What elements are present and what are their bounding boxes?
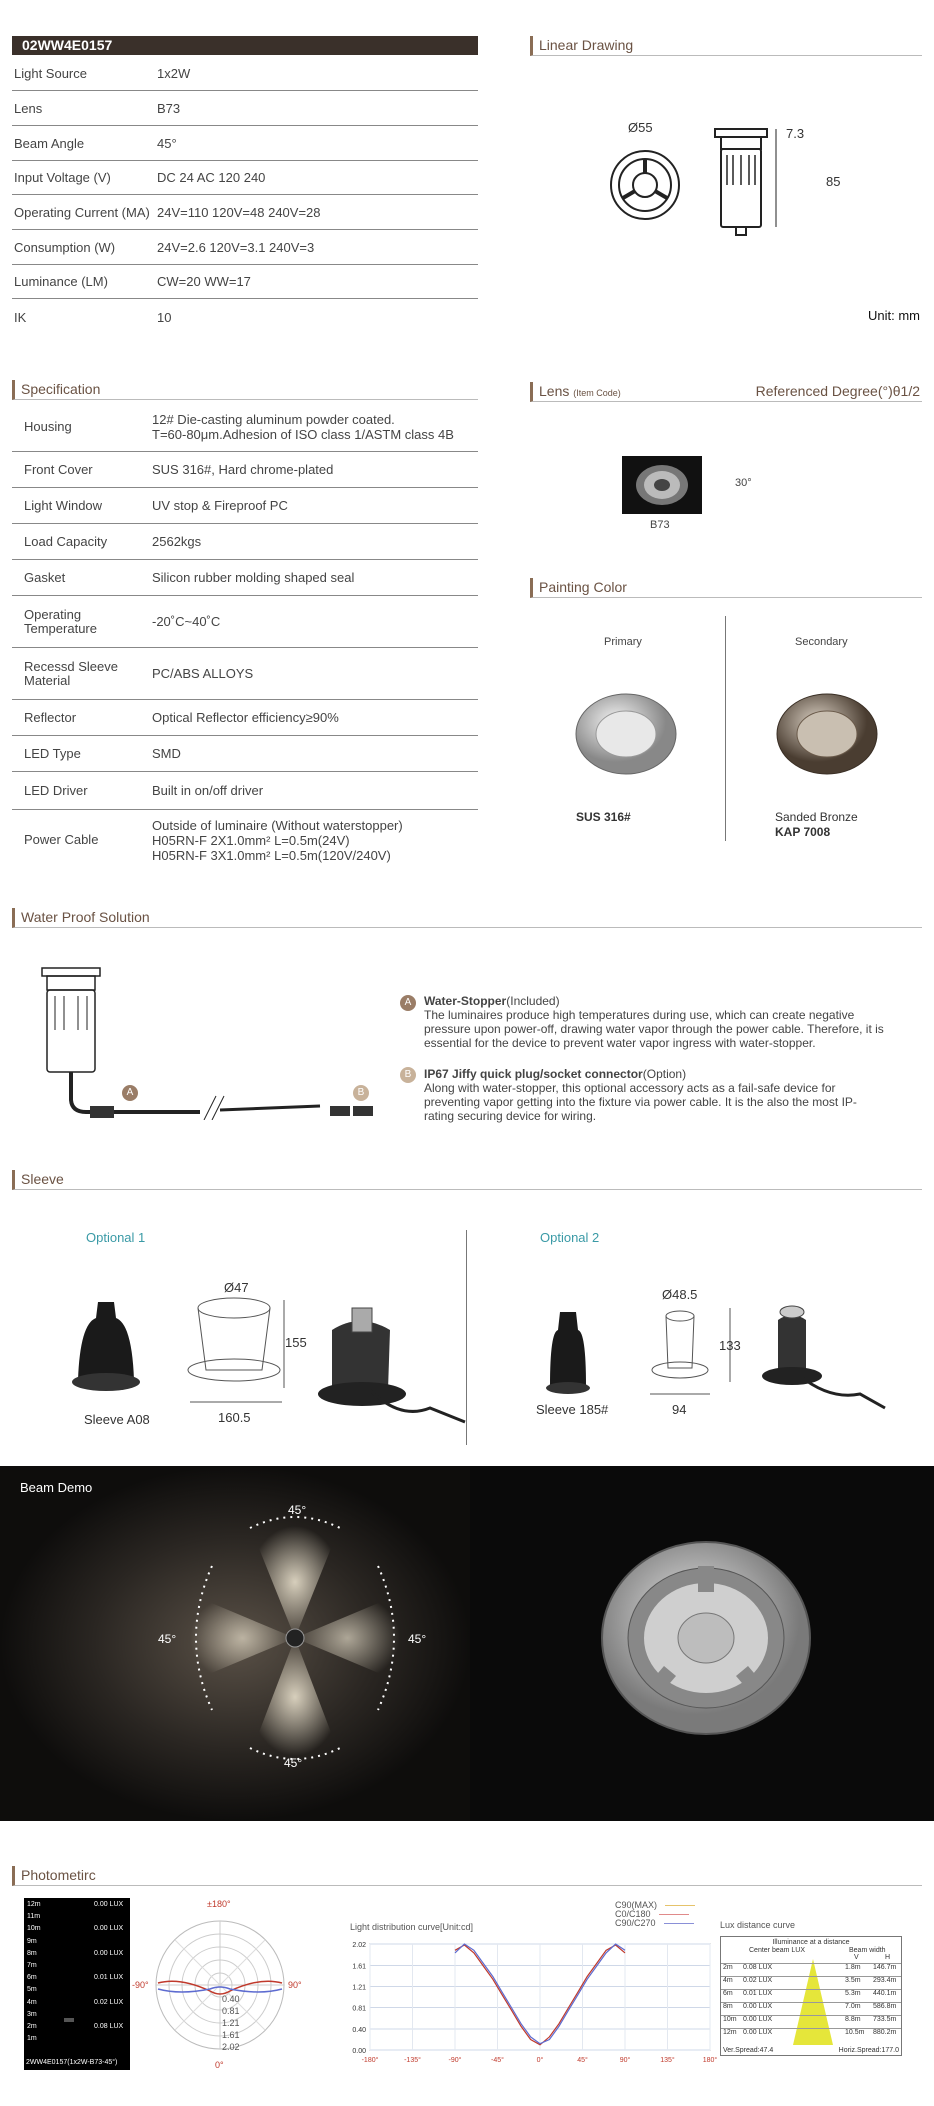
specification-value: PC/ABS ALLOYS (152, 666, 254, 681)
model-title: 02WW4E0157 (12, 36, 478, 55)
distribution-curve-chart (340, 1930, 720, 2070)
lux-distance: 10m (27, 1925, 41, 1933)
spec-value: 1x2W (157, 66, 191, 81)
specification-value: Built in on/off driver (152, 783, 264, 798)
specification-label: Reflector (24, 709, 77, 725)
lux-distance: 8m (27, 1949, 37, 1957)
polar-ring-label: 1.61 (222, 2030, 240, 2040)
specification-value: -20˚C~40˚C (152, 614, 221, 629)
spec-label: Luminance (LM) (14, 274, 108, 289)
specification-value: Outside of luminaire (Without waterstopper) H05RN-F 2X1.0mm² L=0.5m(24V) H05RN-F 3X1.0mm² L=0.5m(120V/240V) (152, 817, 403, 863)
opt2-name: Sleeve 185# (536, 1402, 609, 1417)
secondary-label: Secondary (795, 636, 848, 648)
lux-distance: 11m (27, 1913, 41, 1921)
spec-value: B73 (157, 101, 181, 116)
beam-demo-panel (0, 1466, 934, 1821)
badge-b-legend: B (400, 1067, 416, 1083)
specification-row (12, 648, 478, 700)
spec-row (12, 161, 478, 195)
spec-row (12, 231, 478, 265)
spec-label: Operating Current (MA) (14, 205, 150, 220)
lux-value: 0.00 LUX (94, 1949, 124, 1957)
x-tick-label: -180° (361, 2057, 379, 2064)
polar-left: -90° (132, 1980, 149, 1990)
referenced-degree-label: Referenced Degree(°)θ1/2 (755, 383, 920, 399)
specification-label: Recessd Sleeve Material (24, 658, 118, 688)
spec-value: CW=20 WW=17 (157, 274, 251, 289)
beam-angle-top: 45° (288, 1503, 307, 1517)
spec-value: DC 24 AC 120 240 (157, 170, 266, 185)
height-label: 85 (826, 174, 841, 189)
photometric-heading: Photometirc (12, 1866, 922, 1886)
opt1-width: 160.5 (218, 1410, 251, 1425)
opt2-width: 94 (672, 1402, 687, 1417)
specification-row (12, 524, 478, 560)
polar-chart (140, 1905, 300, 2075)
specification-label: Housing (24, 418, 72, 434)
y-tick-label: 0.00 (352, 2048, 366, 2055)
spec-label: Consumption (W) (14, 240, 116, 255)
lux-value: 0.02 LUX (94, 1998, 124, 2006)
specification-row (12, 596, 478, 648)
specification-label: Load Capacity (24, 533, 108, 549)
spec-label: Beam Angle (14, 136, 85, 151)
top-height-label: 7.3 (786, 126, 805, 141)
lens-heading: Lens (Item Code) Referenced Degree(°)θ1/2 (530, 382, 922, 402)
optional-2-label: Optional 2 (540, 1230, 600, 1245)
specification-heading: Specification (12, 380, 478, 400)
specification-label: LED Driver (24, 782, 88, 798)
lux-distance: 9m (27, 1937, 37, 1945)
specification-row (12, 810, 478, 870)
y-tick-label: 1.21 (352, 1984, 366, 1992)
lux-distance: 7m (27, 1962, 37, 1969)
polar-ring-label: 0.40 (222, 1994, 240, 2004)
y-tick-label: 2.02 (352, 1942, 366, 1949)
x-tick-label: -90° (448, 2057, 462, 2064)
y-tick-label: 1.61 (352, 1963, 366, 1971)
lux-table-row: 4m 0.02 LUX 3.5m 293.4m (721, 1976, 901, 1989)
polar-bottom: 0° (215, 2060, 224, 2070)
water-stopper-text: Water-Stopper(Included) The luminaires produce high temperatures during use, which can create negative pressure upon power-off, drawing water vapor through the power cable. Therefore, it is essential for the device to prevent water vapor ingress with water-stopper. (424, 994, 884, 1050)
spec-label: IK (14, 309, 27, 325)
beam-demo-title: Beam Demo (20, 1480, 93, 1495)
linear-drawing (600, 115, 850, 250)
beam-demo-graphic (0, 1466, 934, 1821)
jiffy-connector-text: IP67 Jiffy quick plug/socket connector(Option) Along with water-stopper, this optional accessory acts as a fail-safe device for preventing vapor getting into the fixture via power cable. It is the also the most IP-rating securing device for wiring. (424, 1067, 857, 1123)
lux-distance: 6m (27, 1974, 37, 1982)
lux-distance: 4m (27, 1998, 37, 2006)
lux-table-row: 2m 0.08 LUX 1.8m 146.7m (721, 1963, 901, 1976)
lux-distance: 1m (27, 2035, 37, 2043)
beam-angle-right: 45° (408, 1632, 427, 1646)
spec-value: 10 (157, 309, 172, 325)
legend-entry: C90/C270 (615, 1918, 694, 1928)
spec-value: 24V=110 120V=48 240V=28 (157, 205, 321, 220)
lux-value: 0.01 LUX (94, 1974, 124, 1982)
specification-value: SMD (152, 746, 181, 761)
opt1-diameter: Ø47 (224, 1280, 249, 1295)
specification-row (12, 736, 478, 772)
legend-entry: C0/C180 (615, 1909, 689, 1919)
spec-value: 45° (157, 136, 177, 151)
lux-caption: 2WW4E0157(1x2W-B73-45°) (26, 2059, 118, 2066)
specification-value: Silicon rubber molding shaped seal (152, 570, 355, 585)
spec-label: Light Source (14, 66, 87, 81)
lux-distance: 5m (27, 1986, 37, 1994)
sleeve-heading: Sleeve (12, 1170, 922, 1190)
lux-panel (24, 1898, 130, 2070)
lux-distance: 2m (27, 2023, 37, 2030)
specification-row (12, 452, 478, 488)
lux-spot (64, 2018, 74, 2022)
waterproof-drawing (20, 960, 380, 1120)
lux-table-row: 12m 0.00 LUX 10.5m 880.2m (721, 2028, 901, 2041)
x-tick-label: -45° (491, 2057, 504, 2064)
specification-value: SUS 316#, Hard chrome-plated (152, 462, 334, 477)
x-tick-label: 90° (619, 2057, 631, 2064)
secondary-code: KAP 7008 (775, 825, 831, 839)
specification-row (12, 772, 478, 810)
specification-label: Front Cover (24, 461, 93, 477)
badge-a-legend: A (400, 995, 416, 1011)
optional-1-label: Optional 1 (86, 1230, 146, 1245)
opt2-height: 133 (719, 1338, 741, 1353)
unit-label: Unit: mm (868, 308, 920, 323)
specification-row (12, 560, 478, 596)
y-tick-label: 0.81 (352, 2005, 366, 2013)
x-tick-label: 0° (536, 2057, 544, 2064)
specification-row (12, 700, 478, 736)
y-tick-label: 0.40 (352, 2027, 366, 2035)
polar-top: ±180° (207, 1899, 231, 1909)
lux-distance: 3m (27, 2010, 37, 2018)
opt1-height: 155 (285, 1335, 307, 1350)
opt1-name: Sleeve A08 (84, 1412, 150, 1427)
secondary-name: Sanded Bronze (775, 810, 858, 824)
polar-right: 90° (288, 1980, 302, 1990)
lux-table-row: 8m 0.00 LUX 7.0m 586.8m (721, 2002, 901, 2015)
beam-angle-bottom: 45° (284, 1756, 303, 1770)
diameter-label: Ø55 (628, 120, 653, 135)
x-tick-label: -135° (404, 2057, 421, 2064)
waterproof-heading: Water Proof Solution (12, 908, 922, 928)
primary-label: Primary (604, 636, 642, 648)
specification-row (12, 402, 478, 452)
lux-distance: 12m (27, 1901, 41, 1908)
spec-row (12, 300, 478, 334)
specification-label: Light Window (24, 497, 103, 513)
lens-code: B73 (650, 519, 670, 531)
x-tick-label: 180° (702, 2057, 718, 2064)
specification-value: 2562kgs (152, 534, 202, 549)
spec-row (12, 57, 478, 91)
specification-value: Optical Reflector efficiency≥90% (152, 710, 339, 725)
lux-table-row: 6m 0.01 LUX 5.3m 440.1m (721, 1989, 901, 2002)
lux-value: 0.08 LUX (94, 2023, 124, 2030)
beam-angle-left: 45° (158, 1632, 177, 1646)
x-tick-label: 45° (577, 2057, 588, 2064)
polar-ring-label: 0.81 (222, 2006, 240, 2016)
specification-label: LED Type (24, 745, 81, 761)
specification-label: Gasket (24, 569, 66, 585)
spec-label: Input Voltage (V) (14, 170, 111, 185)
polar-ring-label: 1.21 (222, 2018, 240, 2028)
specification-row (12, 488, 478, 524)
lux-curve-title: Lux distance curve (720, 1920, 796, 1930)
badge-b: B (353, 1085, 369, 1101)
painting-divider (725, 616, 726, 841)
specification-value: UV stop & Fireproof PC (152, 498, 288, 513)
spec-row (12, 92, 478, 126)
lens-degree: 30° (735, 477, 752, 489)
lux-value: 0.00 LUX (94, 1925, 124, 1933)
painting-color-heading: Painting Color (530, 578, 922, 598)
opt2-diameter: Ø48.5 (662, 1287, 698, 1302)
lux-value: 0.00 LUX (94, 1901, 124, 1908)
spec-label: Lens (14, 101, 43, 116)
specification-label: Operating Temperature (24, 606, 97, 636)
linear-drawing-heading: Linear Drawing (530, 36, 922, 56)
badge-a: A (122, 1085, 138, 1101)
lux-table: Illuminance at a distance Center beam LUX Beam width V H 2m 0.08 LUX 1.8m 146.7m 4m 0.02 LUX 3.5m 293.4m 6m 0.01 LUX 5.3m 440.1m 8m 0.00 LUX 7.0m 586.8m 10m 0.00 LUX 8.8m 733.5m 12m 0.00 LUX 10.5m 880.2m Ver.Spread:47.4 Horiz.Spread:177.0 (720, 1936, 902, 2056)
lux-table-row: 10m 0.00 LUX 8.8m 733.5m (721, 2015, 901, 2028)
polar-ring-label: 2.02 (222, 2042, 240, 2052)
specification-value: 12# Die-casting aluminum powder coated. T=60-80μm.Adhesion of ISO class 1/ASTM class 4B (152, 411, 454, 442)
primary-name: SUS 316# (576, 810, 631, 824)
spec-row (12, 196, 478, 230)
x-tick-label: 135° (660, 2057, 675, 2064)
curve-title: Light distribution curve[Unit:cd] (350, 1922, 474, 1932)
specification-label: Power Cable (24, 832, 99, 847)
lens-image (622, 456, 702, 514)
legend-entry: C90(MAX) (615, 1900, 695, 1910)
secondary-swatch (775, 692, 879, 776)
spec-row (12, 127, 478, 161)
sleeve-option-2-drawing (530, 1290, 890, 1440)
spec-value: 24V=2.6 120V=3.1 240V=3 (157, 240, 315, 255)
primary-swatch (574, 692, 678, 776)
spec-row (12, 265, 478, 299)
